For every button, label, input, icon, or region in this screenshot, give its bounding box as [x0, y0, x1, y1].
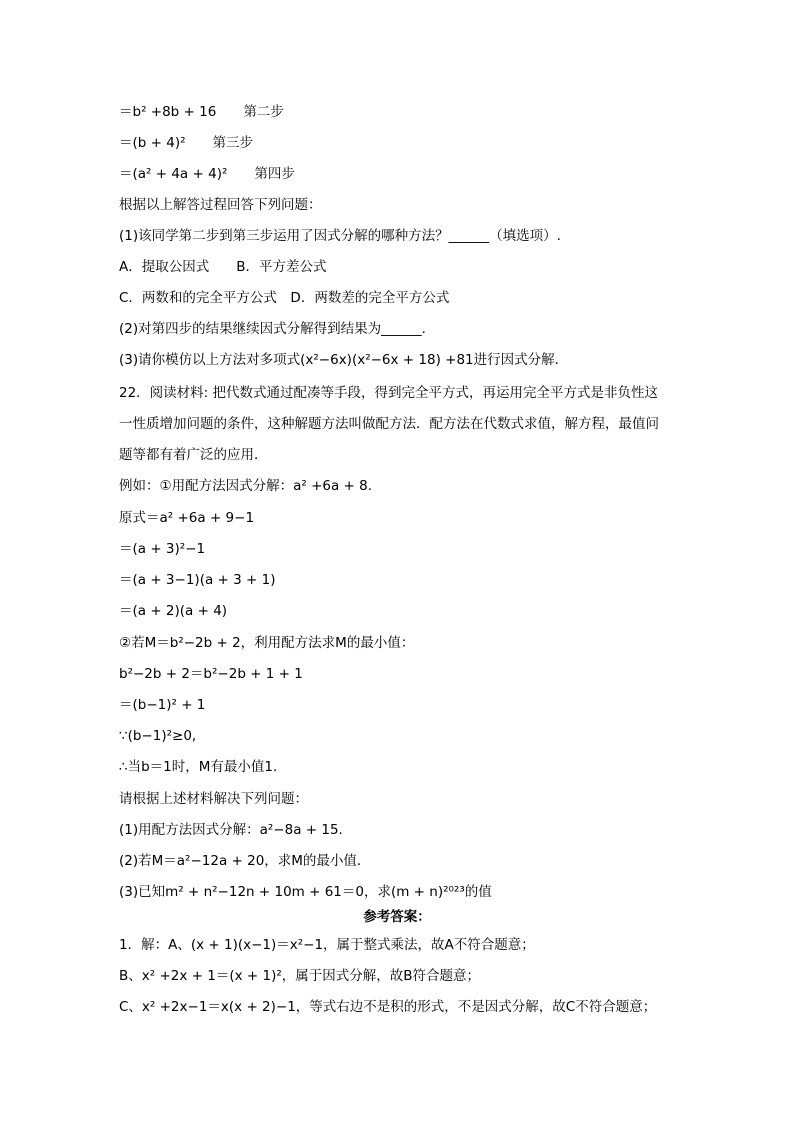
step-three-line: ＝(b + 4)² 第三步 — [119, 135, 253, 151]
example-2-because: ∵(b−1)²≥0, — [119, 728, 197, 744]
example-1-step-3: ＝(a + 3−1)(a + 3 + 1) — [119, 572, 276, 588]
answer-1-b: B、x² +2x + 1＝(x + 1)²，属于因式分解，故B符合题意； — [119, 968, 481, 984]
question-2: (2)对第四步的结果继续因式分解得到结果为______． — [119, 321, 436, 337]
task-3: (3)已知m² + n²−12n + 10m + 61＝0，求(m + n)²⁰²³的值 — [119, 884, 492, 900]
answer-1-a: 1．解：A、(x + 1)(x−1)＝x²−1，属于整式乘法，故A不符合题意； — [119, 937, 535, 953]
example-2-step-2: ＝(b−1)² + 1 — [119, 697, 206, 713]
example-2-therefore: ∴当b＝1时，M有最小值1． — [119, 759, 287, 775]
question-1: (1)该同学第二步到第三步运用了因式分解的哪种方法？______（填选项）. — [119, 228, 561, 244]
example-1-step-2: ＝(a + 3)²−1 — [119, 541, 206, 557]
options-c-d: C．两数和的完全平方公式 D．两数差的完全平方公式 — [119, 290, 450, 306]
options-a-b: A．提取公因式 B．平方差公式 — [119, 259, 327, 275]
answer-1-c: C、x² +2x−1＝x(x + 2)−1，等式右边不是积的形式，不是因式分解，故C不符合题意； — [119, 999, 657, 1015]
example-1-step-1: 原式＝a² +6a + 9−1 — [119, 510, 255, 526]
task-1: (1)用配方法因式分解：a²−8a + 15. — [119, 822, 343, 838]
task-2: (2)若M＝a²−12a + 20，求M的最小值． — [119, 853, 371, 869]
problem-22-line-1: 22．阅读材料: 把代数式通过配凑等手段，得到完全平方式，再运用完全平方式是非负性这 — [119, 385, 659, 401]
problem-22-line-3: 题等都有着广泛的应用． — [119, 447, 268, 463]
problem-22-line-2: 一性质增加问题的条件，这种解题方法叫做配方法．配方法在代数式求值，解方程，最值问 — [119, 416, 659, 432]
question-3: (3)请你模仿以上方法对多项式(x²−6x)(x²−6x + 18) +81进行因式分解． — [119, 352, 569, 368]
step-two-line: ＝b² +8b + 16 第二步 — [119, 104, 284, 120]
task-intro: 请根据上述材料解决下列问题： — [119, 791, 308, 807]
question-intro: 根据以上解答过程回答下列问题： — [119, 197, 322, 213]
example-2: ②若M＝b²−2b + 2，利用配方法求M的最小值： — [119, 635, 415, 651]
example-1: 例如：①用配方法因式分解：a² +6a + 8. — [119, 478, 373, 494]
answers-heading: 参考答案： — [363, 909, 431, 925]
step-four-line: ＝(a² + 4a + 4)² 第四步 — [119, 166, 295, 182]
example-2-step-1: b²−2b + 2＝b²−2b + 1 + 1 — [119, 666, 303, 682]
example-1-step-4: ＝(a + 2)(a + 4) — [119, 603, 228, 619]
